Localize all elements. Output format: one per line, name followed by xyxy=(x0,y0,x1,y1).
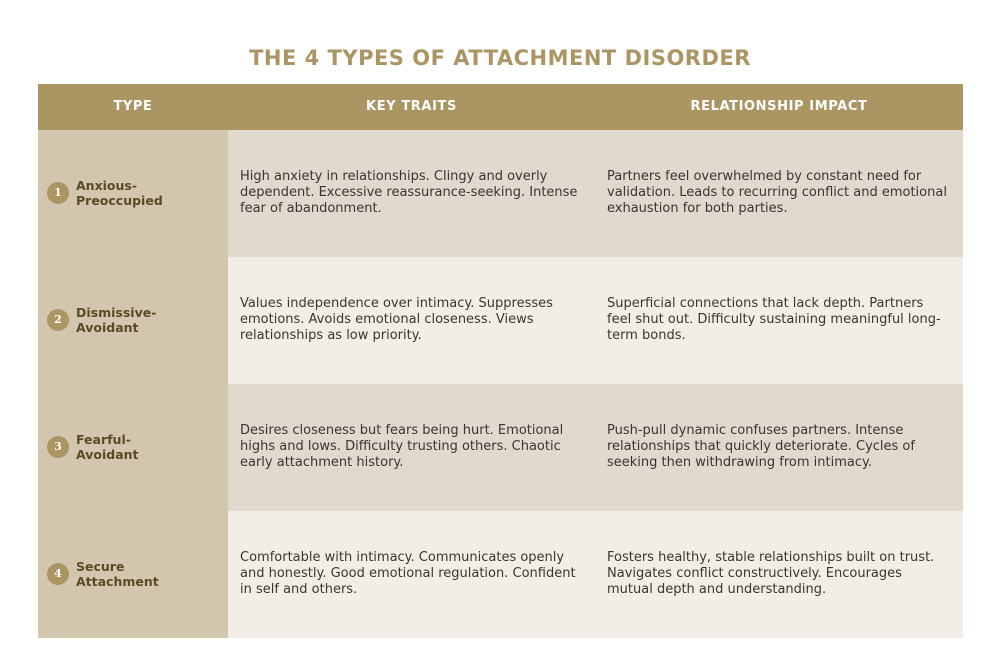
type-name-line: Secure xyxy=(76,559,125,574)
header-type: TYPE xyxy=(113,99,153,114)
type-cell xyxy=(38,257,228,384)
key-traits-cell: High anxiety in relationships. Clingy and overly dependent. Excessive reassurance-seeking. Intense fear of abandonment. xyxy=(228,130,595,257)
relationship-impact-cell: Partners feel overwhelmed by constant need for validation. Leads to recurring conflict and emotional exhaustion for both parties. xyxy=(595,130,963,257)
table-row xyxy=(38,511,963,638)
header-key-traits: KEY TRAITS xyxy=(366,99,457,114)
type-name-line: Avoidant xyxy=(76,320,139,335)
type-cell xyxy=(38,130,228,257)
table-row xyxy=(38,130,963,257)
key-traits-cell: Desires closeness but fears being hurt. Emotional highs and lows. Difficulty trusting others. Chaotic early attachment history. xyxy=(228,384,595,511)
number-badge: 3 xyxy=(47,436,69,458)
attachment-types-table xyxy=(38,84,963,638)
key-traits-cell: Values independence over intimacy. Suppresses emotions. Avoids emotional closeness. Views relationships as low priority. xyxy=(228,257,595,384)
type-name-line: Attachment xyxy=(76,574,159,589)
type-name xyxy=(76,178,226,208)
type-name-line: Dismissive- xyxy=(76,305,157,320)
relationship-impact-cell: Fosters healthy, stable relationships built on trust. Navigates conflict constructively. Encourages mutual depth and understanding. xyxy=(595,511,963,638)
table-row xyxy=(38,384,963,511)
type-cell xyxy=(38,384,228,511)
number-badge: 1 xyxy=(47,182,69,204)
table-row xyxy=(38,257,963,384)
type-name xyxy=(76,305,226,335)
type-name-line: Fearful- xyxy=(76,432,131,447)
number-badge: 2 xyxy=(47,309,69,331)
type-name-line: Anxious- xyxy=(76,178,138,193)
relationship-impact-cell: Superficial connections that lack depth. Partners feel shut out. Difficulty sustaining meaningful long-term bonds. xyxy=(595,257,963,384)
header-relationship-impact: RELATIONSHIP IMPACT xyxy=(690,99,868,114)
number-badge: 4 xyxy=(47,563,69,585)
relationship-impact-cell: Push-pull dynamic confuses partners. Intense relationships that quickly deteriorate. Cycles of seeking then withdrawing from intimacy. xyxy=(595,384,963,511)
type-name-line: Preoccupied xyxy=(76,193,163,208)
type-name xyxy=(76,432,226,462)
table-header xyxy=(38,84,963,130)
type-name-line: Avoidant xyxy=(76,447,139,462)
page-title: THE 4 TYPES OF ATTACHMENT DISORDER xyxy=(249,46,751,70)
type-cell xyxy=(38,511,228,638)
key-traits-cell: Comfortable with intimacy. Communicates openly and honestly. Good emotional regulation. Confident in self and others. xyxy=(228,511,595,638)
type-name xyxy=(76,559,226,589)
